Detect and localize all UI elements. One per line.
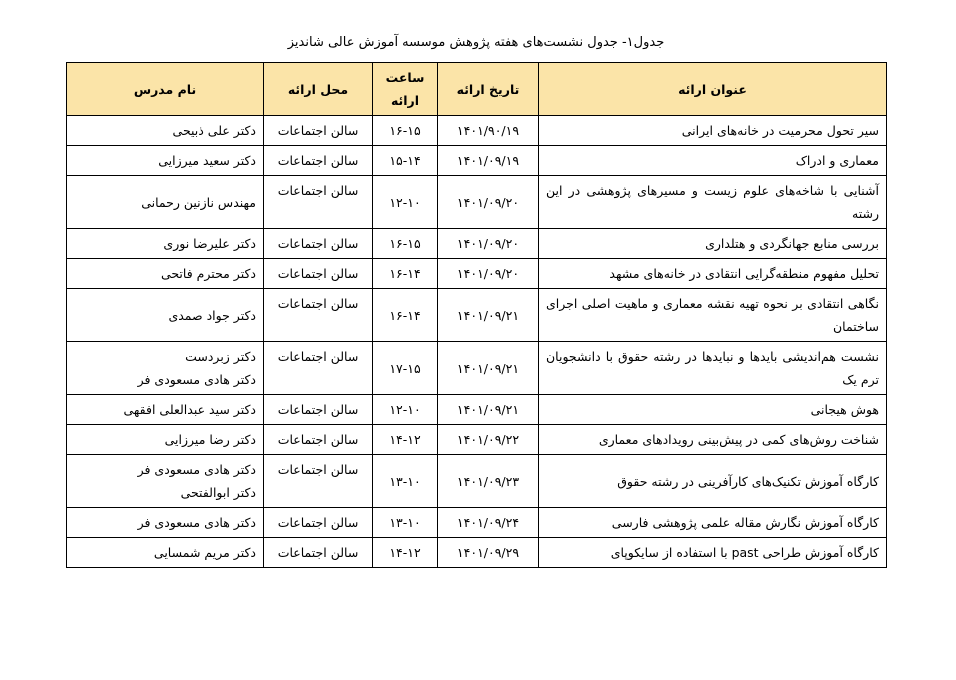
row-date-cell: ۱۴۰۱/۰۹/۲۳ bbox=[438, 455, 539, 508]
row-time-cell: ۱۶-۱۴ bbox=[373, 289, 438, 342]
table-row bbox=[67, 259, 887, 289]
row-date-cell: ۱۴۰۱/۰۹/۲۱ bbox=[438, 395, 539, 425]
row-date-cell: ۱۴۰۱/۰۹/۲۱ bbox=[438, 342, 539, 395]
table-row bbox=[67, 229, 887, 259]
row-place-cell: سالن اجتماعات bbox=[264, 538, 373, 568]
lecturer-name: دکتر علی ذبیحی bbox=[172, 123, 256, 138]
row-time-cell: ۱۴-۱۲ bbox=[373, 538, 438, 568]
row-date-cell: ۱۴۰۱/۰۹/۲۰ bbox=[438, 229, 539, 259]
row-title-cell: کارگاه آموزش طراحی past با استفاده از سایکوپای bbox=[539, 538, 887, 568]
header-time bbox=[373, 63, 438, 116]
header-time-line2: ارائه bbox=[390, 93, 420, 108]
row-lecturer-cell bbox=[67, 116, 264, 146]
lecturer-name: دکتر جواد صمدی bbox=[168, 307, 256, 323]
row-time-cell: ۱۳-۱۰ bbox=[373, 455, 438, 508]
row-place-cell: سالن اجتماعات bbox=[264, 146, 373, 176]
row-lecturer-cell bbox=[67, 342, 264, 395]
lecturer-name: دکتر سعید میرزایی bbox=[158, 153, 256, 168]
row-place-cell: سالن اجتماعات bbox=[264, 395, 373, 425]
row-lecturer-cell bbox=[67, 259, 264, 289]
row-lecturer-cell bbox=[67, 538, 264, 568]
table-row bbox=[67, 455, 887, 508]
row-time-cell: ۱۲-۱۰ bbox=[373, 176, 438, 229]
table-caption: جدول۱- جدول نشست‌های هفته پژوهش موسسه آموزش عالی شاندیز bbox=[287, 35, 665, 50]
row-date-cell: ۱۴۰۱/۰۹/۲۴ bbox=[438, 508, 539, 538]
row-place-cell: سالن اجتماعات bbox=[264, 176, 373, 229]
row-time-cell: ۱۵-۱۴ bbox=[373, 146, 438, 176]
table-row bbox=[67, 289, 887, 342]
research-week-schedule-table bbox=[66, 62, 887, 568]
table-header-row bbox=[67, 63, 887, 116]
row-lecturer-cell bbox=[67, 146, 264, 176]
table-row bbox=[67, 116, 887, 146]
row-place-cell: سالن اجتماعات bbox=[264, 455, 373, 508]
row-date-cell: ۱۴۰۱/۰۹/۲۰ bbox=[438, 176, 539, 229]
lecturer-name: مهندس نازنین رحمانی bbox=[141, 194, 256, 210]
row-date-cell: ۱۴۰۱/۰۹/۱۹ bbox=[438, 146, 539, 176]
lecturer-name: دکتر محترم فاتحی bbox=[160, 266, 256, 281]
row-time-cell: ۱۲-۱۰ bbox=[373, 395, 438, 425]
row-title-cell: تحلیل مفهوم منطقه‌گرایی انتقادی در خانه‌های مشهد bbox=[539, 259, 887, 289]
row-title-cell: هوش هیجانی bbox=[539, 395, 887, 425]
lecturer-name: دکتر هادی مسعودی فر bbox=[137, 515, 256, 530]
lecturer-name: دکتر ابوالفتحی bbox=[180, 485, 256, 500]
row-date-cell: ۱۴۰۱/۰۹/۲۲ bbox=[438, 425, 539, 455]
row-place-cell: سالن اجتماعات bbox=[264, 116, 373, 146]
table-row bbox=[67, 395, 887, 425]
row-title-cell: معماری و ادراک bbox=[539, 146, 887, 176]
lecturer-name: دکتر مریم شمسایی bbox=[153, 545, 256, 560]
row-time-cell: ۱۷-۱۵ bbox=[373, 342, 438, 395]
row-time-cell: ۱۶-۱۵ bbox=[373, 229, 438, 259]
lecturer-name: دکتر رضا میرزایی bbox=[164, 432, 256, 447]
lecturer-name: دکتر هادی مسعودی فر bbox=[137, 462, 256, 477]
row-lecturer-cell bbox=[67, 425, 264, 455]
row-lecturer-cell bbox=[67, 395, 264, 425]
row-lecturer-cell bbox=[67, 455, 264, 508]
header-lecturer: نام مدرس bbox=[67, 63, 264, 116]
row-title-cell: بررسی منابع جهانگردی و هتلداری bbox=[539, 229, 887, 259]
header-date: تاریخ ارائه bbox=[438, 63, 539, 116]
row-time-cell: ۱۶-۱۵ bbox=[373, 116, 438, 146]
row-title-cell: نگاهی انتقادی بر نحوه تهیه نقشه معماری و ماهیت اصلی اجرای ساختمان bbox=[539, 289, 887, 342]
row-title-cell: سیر تحول محرمیت در خانه‌های ایرانی bbox=[539, 116, 887, 146]
row-lecturer-cell bbox=[67, 289, 264, 342]
row-date-cell: ۱۴۰۱/۰۹/۲۰ bbox=[438, 259, 539, 289]
table-row bbox=[67, 146, 887, 176]
row-title-cell: کارگاه آموزش تکنیک‌های کارآفرینی در رشته حقوق bbox=[539, 455, 887, 508]
row-place-cell: سالن اجتماعات bbox=[264, 342, 373, 395]
row-place-cell: سالن اجتماعات bbox=[264, 425, 373, 455]
row-lecturer-cell bbox=[67, 176, 264, 229]
table-body bbox=[67, 116, 887, 568]
row-time-cell: ۱۶-۱۴ bbox=[373, 259, 438, 289]
row-place-cell: سالن اجتماعات bbox=[264, 508, 373, 538]
lecturer-name: دکتر زبردست bbox=[185, 349, 256, 364]
row-title-cell: شناخت روش‌های کمی در پیش‌بینی رویدادهای معماری bbox=[539, 425, 887, 455]
row-place-cell: سالن اجتماعات bbox=[264, 229, 373, 259]
table-row bbox=[67, 538, 887, 568]
header-time-line1: ساعت bbox=[385, 70, 425, 85]
lecturer-name: دکتر علیرضا نوری bbox=[163, 236, 256, 251]
row-date-cell: ۱۴۰۱/۰۹/۲۹ bbox=[438, 538, 539, 568]
row-time-cell: ۱۴-۱۲ bbox=[373, 425, 438, 455]
row-place-cell: سالن اجتماعات bbox=[264, 259, 373, 289]
row-title-cell: آشنایی با شاخه‌های علوم زیست و مسیرهای پژوهشی در این رشته bbox=[539, 176, 887, 229]
table-row bbox=[67, 508, 887, 538]
header-title: عنوان ارائه bbox=[539, 63, 887, 116]
row-time-cell: ۱۳-۱۰ bbox=[373, 508, 438, 538]
row-lecturer-cell bbox=[67, 508, 264, 538]
row-date-cell: ۱۴۰۱/۰۹/۲۱ bbox=[438, 289, 539, 342]
row-date-cell: ۱۴۰۱/۹۰/۱۹ bbox=[438, 116, 539, 146]
lecturer-name: دکتر هادی مسعودی فر bbox=[137, 372, 256, 387]
table-row bbox=[67, 176, 887, 229]
table-row bbox=[67, 425, 887, 455]
row-lecturer-cell bbox=[67, 229, 264, 259]
row-place-cell: سالن اجتماعات bbox=[264, 289, 373, 342]
header-place: محل ارائه bbox=[264, 63, 373, 116]
lecturer-name: دکتر سید عبدالعلی افقهی bbox=[123, 402, 256, 417]
table-row bbox=[67, 342, 887, 395]
row-title-cell: کارگاه آموزش نگارش مقاله علمی پژوهشی فارسی bbox=[539, 508, 887, 538]
row-title-cell: نشست هم‌اندیشی بایدها و نبایدها در رشته حقوق با دانشجویان ترم یک bbox=[539, 342, 887, 395]
